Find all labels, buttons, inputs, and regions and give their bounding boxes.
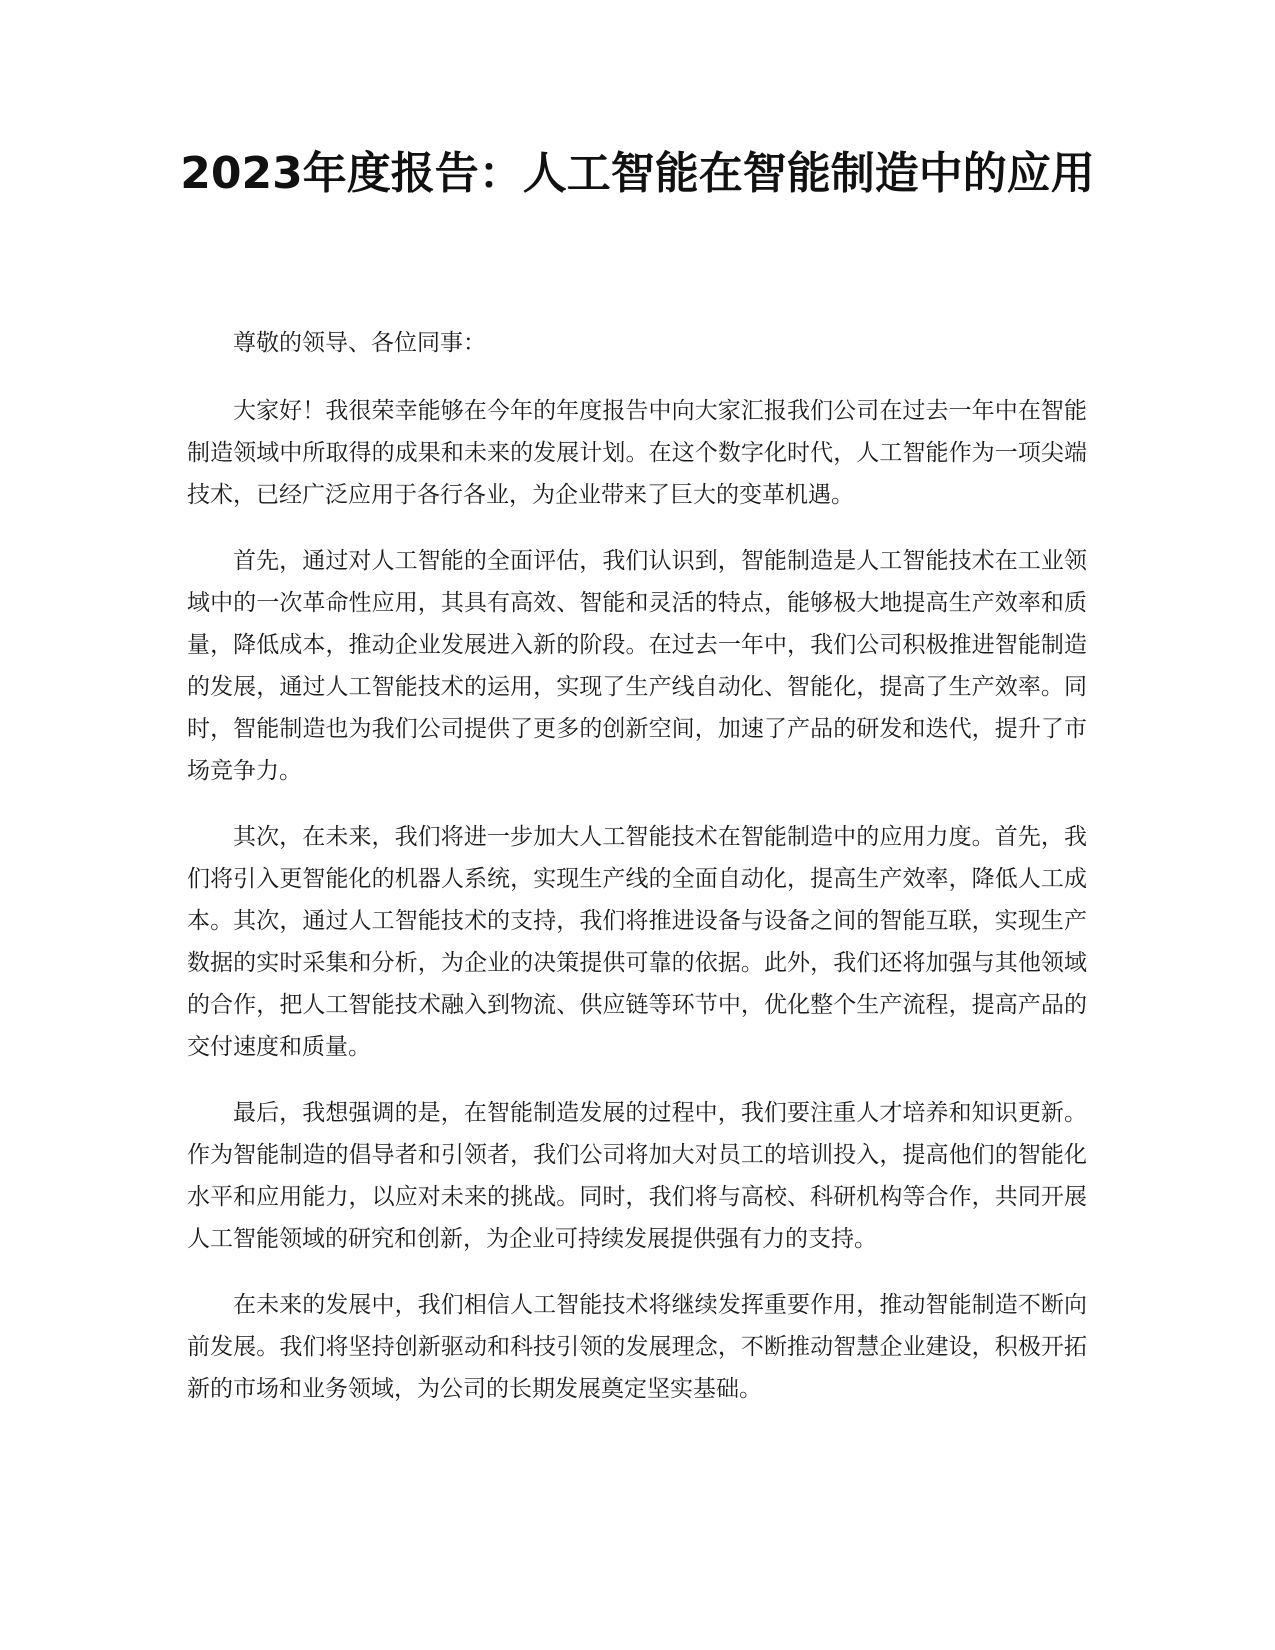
- document-title: 2023年度报告：人工智能在智能制造中的应用: [180, 148, 1095, 199]
- paragraph-3: 其次，在未来，我们将进一步加大人工智能技术在智能制造中的应用力度。首先，我们将引入更智能化的机器人系统，实现生产线的全面自动化，提高生产效率，降低人工成本。其次，通过人工智能技术的支持，我们将推进设备与设备之间的智能互联，实现生产数据的实时采集和分析，为企业的决策提供可靠的依据。此外，我们还将加强与其他领域的合作，把人工智能技术融入到物流、供应链等环节中，优化整个生产流程，提高产品的交付速度和质量。: [187, 824, 1087, 1060]
- salutation: 尊敬的领导、各位同事：: [233, 330, 486, 356]
- paragraph-2: 首先，通过对人工智能的全面评估，我们认识到，智能制造是人工智能技术在工业领域中的一次革命性应用，其具有高效、智能和灵活的特点，能够极大地提高生产效率和质量，降低成本，推动企业发展进入新的阶段。在过去一年中，我们公司积极推进智能制造的发展，通过人工智能技术的运用，实现了生产线自动化、智能化，提高了生产效率。同时，智能制造也为我们公司提供了更多的创新空间，加速了产品的研发和迭代，提升了市场竞争力。: [187, 548, 1087, 784]
- paragraph-4: 最后，我想强调的是，在智能制造发展的过程中，我们要注重人才培养和知识更新。作为智能制造的倡导者和引领者，我们公司将加大对员工的培训投入，提高他们的智能化水平和应用能力，以应对未来的挑战。同时，我们将与高校、科研机构等合作，共同开展人工智能领域的研究和创新，为企业可持续发展提供强有力的支持。: [187, 1100, 1087, 1252]
- document-body: [187, 322, 1087, 1434]
- paragraph-5: 在未来的发展中，我们相信人工智能技术将继续发挥重要作用，推动智能制造不断向前发展。我们将坚持创新驱动和科技引领的发展理念，不断推动智慧企业建设，积极开拓新的市场和业务领域，为公司的长期发展奠定坚实基础。: [187, 1292, 1087, 1402]
- paragraph-1: 大家好！我很荣幸能够在今年的年度报告中向大家汇报我们公司在过去一年中在智能制造领域中所取得的成果和未来的发展计划。在这个数字化时代，人工智能作为一项尖端技术，已经广泛应用于各行各业，为企业带来了巨大的变革机遇。: [187, 398, 1087, 508]
